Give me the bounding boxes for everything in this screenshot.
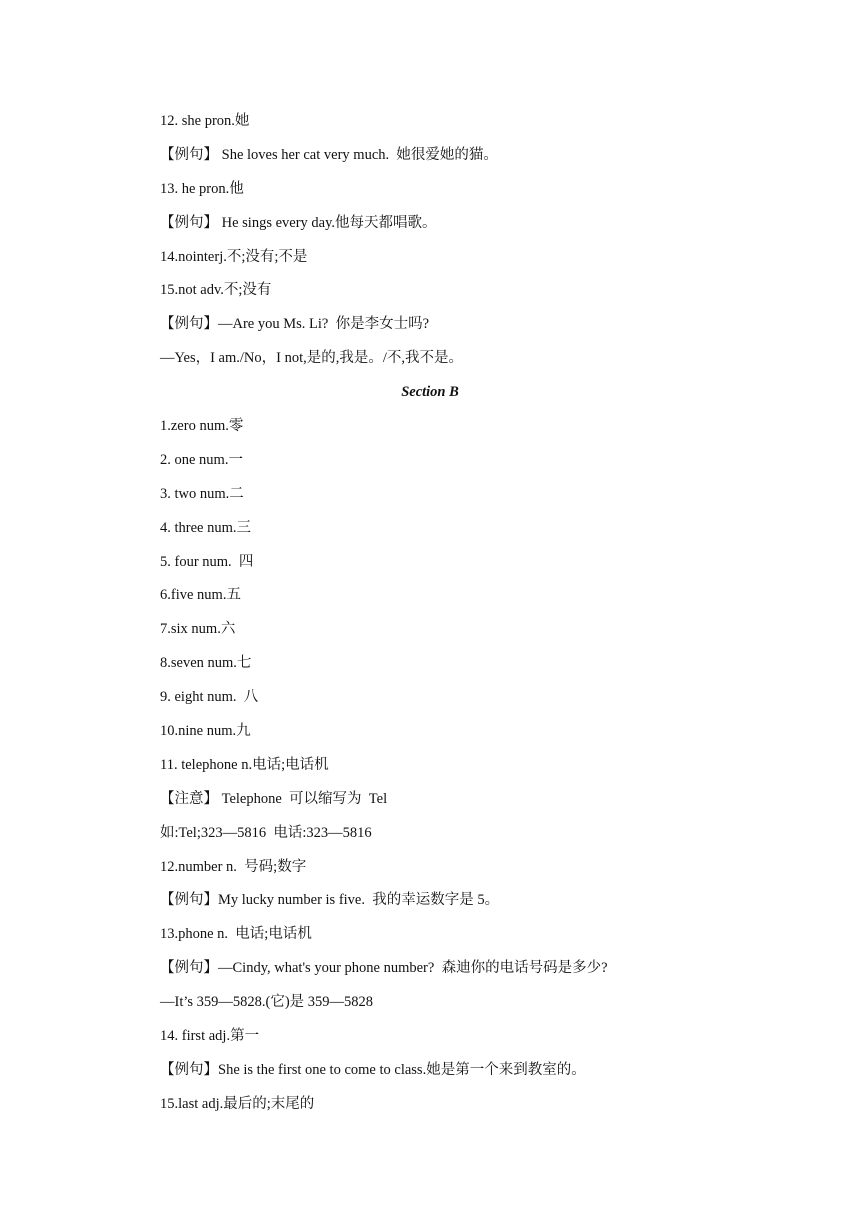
example-sentence: 【例句】 She loves her cat very much. 她很爱她的猫。 (160, 146, 498, 163)
example-sentence: 【例句】—Are you Ms. Li? 你是李女士吗? (160, 316, 430, 333)
document-body (160, 109, 700, 1126)
vocab-entry-he: 13. he pron.他 (160, 180, 244, 197)
example-sentence: 【例句】My lucky number is five. 我的幸运数字是 5。 (160, 892, 500, 909)
vocab-entry-three: 4. three num.三 (160, 519, 252, 536)
vocab-entry-phone: 13.phone n. 电话;电话机 (160, 926, 312, 943)
vocab-entry-seven: 8.seven num.七 (160, 655, 252, 672)
vocab-entry-eight: 9. eight num. 八 (160, 689, 259, 706)
vocab-entry-she: 12. she pron.她 (160, 113, 250, 129)
vocab-entry-no: 14.nointerj.不;没有;不是 (160, 248, 308, 265)
vocab-entry-two: 3. two num.二 (160, 485, 244, 502)
vocab-entry-four: 5. four num. 四 (160, 553, 254, 570)
vocab-entry-five: 6.five num.五 (160, 587, 241, 604)
vocab-entry-number: 12.number n. 号码;数字 (160, 858, 307, 875)
vocab-entry-nine: 10.nine num.九 (160, 723, 251, 740)
vocab-entry-six: 7.six num.六 (160, 621, 236, 638)
example-sentence: 【例句】 He sings every day.他每天都唱歌。 (160, 214, 437, 231)
vocab-entry-first: 14. first adj.第一 (160, 1028, 260, 1045)
vocab-entry-last: 15.last adj.最后的;末尾的 (160, 1095, 315, 1112)
example-sentence: 【例句】She is the first one to come to class.她是第一个来到教室的。 (160, 1061, 586, 1078)
vocab-entry-telephone: 11. telephone n.电话;电话机 (160, 756, 329, 773)
vocab-entry-zero: 1.zero num.零 (160, 418, 244, 435)
note-line: 如:Tel;323—5816 电话:323—5816 (160, 824, 372, 841)
vocab-entry-not: 15.not adv.不;没有 (160, 282, 272, 299)
section-heading: Section B (401, 384, 459, 401)
vocab-entry-one: 2. one num.一 (160, 451, 243, 468)
example-sentence: 【例句】—Cindy, what's your phone number? 森迪你的电话号码是多少? (160, 960, 608, 977)
example-sentence: —Yes，I am./No，I not,是的,我是。/不,我不是。 (160, 350, 464, 367)
example-sentence: —It’s 359—5828.(它)是 359—5828 (160, 994, 374, 1011)
note-line: 【注意】 Telephone 可以缩写为 Tel (160, 790, 388, 807)
